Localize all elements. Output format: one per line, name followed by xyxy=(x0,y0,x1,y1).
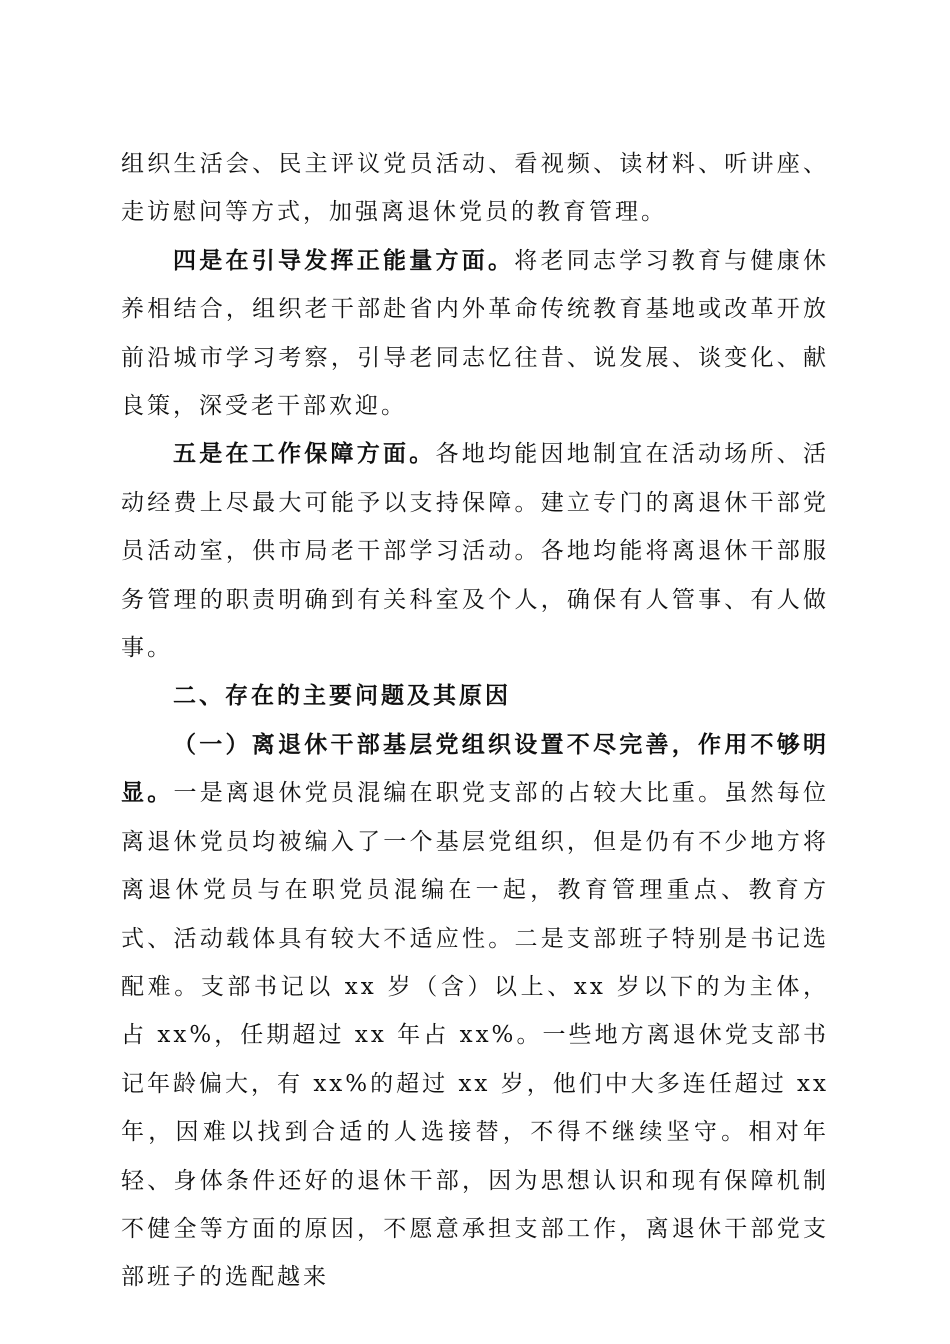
paragraph-positive-energy xyxy=(121,237,829,431)
paragraph-continuation xyxy=(121,140,829,237)
paragraph-lead: 五是在工作保障方面。 xyxy=(173,441,436,468)
document-body xyxy=(121,140,829,1302)
paragraph-lead: 四是在引导发挥正能量方面。 xyxy=(173,247,515,274)
paragraph-lead: （一）离退休干部基层党组织设置不尽完善，作用不够明显。 xyxy=(121,731,829,807)
paragraph-work-guarantee xyxy=(121,430,829,672)
paragraph-problem-one xyxy=(121,721,829,1302)
paragraph-text: 各地均能因地制宜在活动场所、活动经费上尽最大可能予以支持保障。建立专门的离退休干部党员活动室，供市局老干部学习活动。各地均能将离退休干部服务管理的职责明确到有关科室及个人，确保有人管事、有人做事。 xyxy=(121,441,829,662)
paragraph-text: 将老同志学习教育与健康休养相结合，组织老干部赴省内外革命传统教育基地或改革开放前沿城市学习考察，引导老同志忆往昔、说发展、谈变化、献良策，深受老干部欢迎。 xyxy=(121,247,829,420)
section-heading: 二、存在的主要问题及其原因 xyxy=(173,683,511,710)
paragraph-text: 组织生活会、民主评议党员活动、看视频、读材料、听讲座、走访慰问等方式，加强离退休党员的教育管理。 xyxy=(121,151,829,226)
paragraph-text: 一是离退休党员混编在职党支部的占较大比重。虽然每位离退休党员均被编入了一个基层党组织，但是仍有不少地方将离退休党员与在职党员混编在一起，教育管理重点、教育方式、活动载体具有较大不适应性。二是支部班子特别是书记选配难。支部书记以 xx 岁（含）以上、xx 岁以下的为主体，占 xx%，任期超过 xx 年占 xx%。一些地方离退休党支部书记年龄偏大，有 xx%的超过 xx 岁，他们中大多连任超过 xx 年，因难以找到合适的人选接替，不得不继续坚守。相对年轻、身体条件还好的退休干部，因为思想认识和现有保障机制不健全等方面的原因，不愿意承担支部工作，离退休干部党支部班子的选配越来 xyxy=(121,780,830,1291)
